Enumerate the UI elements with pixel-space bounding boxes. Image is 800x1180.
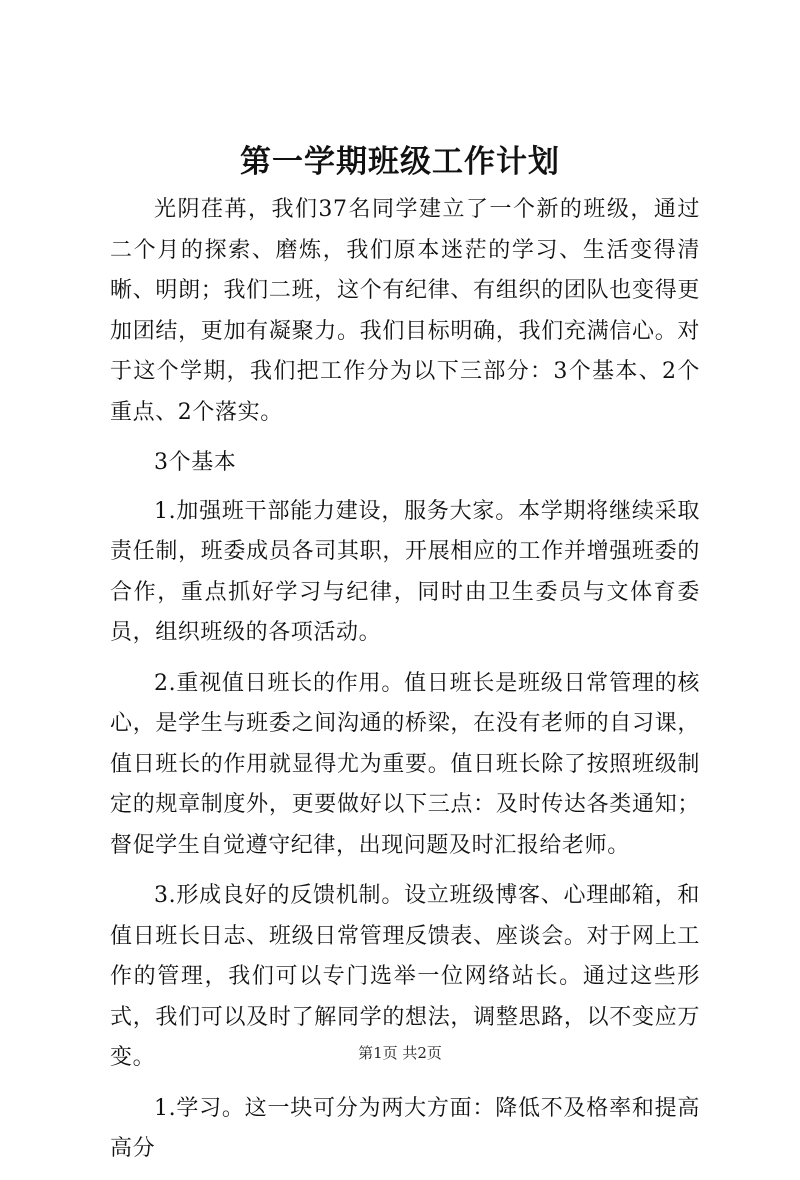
intro-paragraph: 光阴荏苒，我们37名同学建立了一个新的班级，通过二个月的探索、磨炼，我们原本迷茫的学习、生活变得清晰、明朗；我们二班，这个有纪律、有组织的团队也变得更加团结，更加有凝聚力。我们目标明确，我们充满信心。对于这个学期，我们把工作分为以下三部分：3个基本、2个重点、2个落实。	[110, 197, 700, 425]
document-title: 第一学期班级工作计划	[240, 144, 560, 180]
page-footer: 第1页 共2页	[358, 1044, 442, 1062]
item-paragraph-4: 1.学习。这一块可分为两大方面：降低不及格率和提高高分	[110, 1095, 700, 1161]
section-heading: 3个基本	[154, 450, 237, 475]
item-paragraph-3: 3.形成良好的反馈机制。设立班级博客、心理邮箱，和值日班长日志、班级日常管理反馈表、座谈会。对于网上工作的管理，我们可以专门选举一位网络站长。通过这些形式，我们可以及时了解同学的想法，调整思路，以不变应万变。	[110, 883, 700, 1070]
document-body	[110, 190, 700, 1180]
item-paragraph-2: 2.重视值日班长的作用。值日班长是班级日常管理的核心，是学生与班委之间沟通的桥梁，在没有老师的自习课，值日班长的作用就显得尤为重要。值日班长除了按照班级制定的规章制度外，更要做好以下三点：及时传达各类通知；督促学生自觉遵守纪律，出现问题及时汇报给老师。	[110, 670, 700, 858]
item-paragraph-1: 1.加强班干部能力建设，服务大家。本学期将继续采取责任制，班委成员各司其职，开展相应的工作并增强班委的合作，重点抓好学习与纪律，同时由卫生委员与文体育委员，组织班级的各项活动。	[110, 498, 700, 645]
